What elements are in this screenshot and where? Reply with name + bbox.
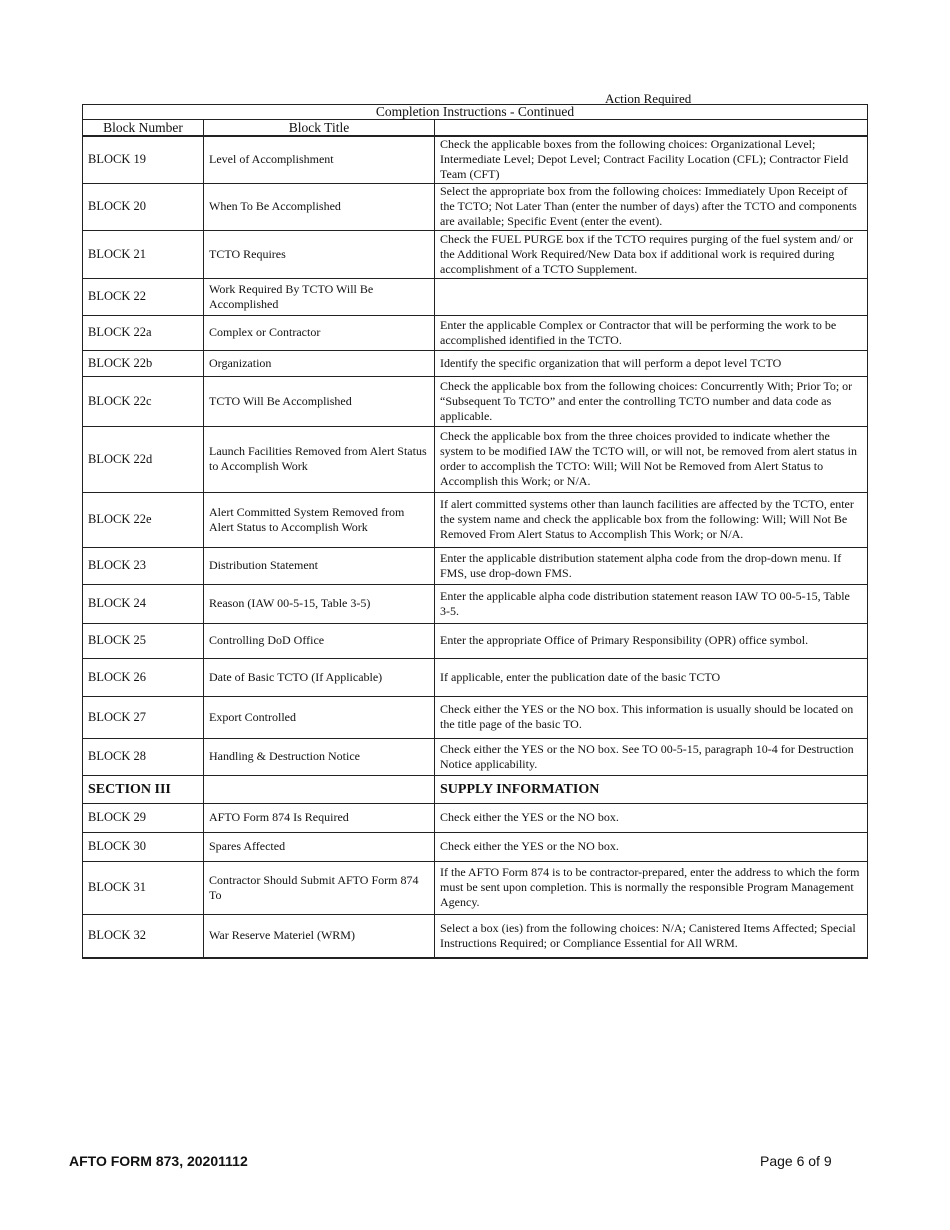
table-row — [83, 738, 868, 775]
table-row — [83, 861, 868, 914]
block-description: Check either the YES or the NO box. — [435, 832, 868, 861]
block-description: Check the applicable box from the three choices provided to indicate whether the system to be modified IAW the TCTO will, or will not, be removed from alert status in order to accomplish the TCTO: Will; Will Not be Removed from Alert Status to Accomplish this Work; or N/A. — [435, 426, 868, 492]
block-number: BLOCK 20 — [83, 183, 204, 230]
block-number: BLOCK 28 — [83, 738, 204, 775]
block-number: BLOCK 23 — [83, 547, 204, 584]
block-title: Handling & Destruction Notice — [204, 738, 435, 775]
table-row — [83, 547, 868, 584]
block-description: If the AFTO Form 874 is to be contractor-prepared, enter the address to which the form must be sent upon completion. This is normally the responsible Program Management Agency. — [435, 861, 868, 914]
block-description: Enter the applicable distribution statement alpha code from the drop-down menu. If FMS, use drop-down FMS. — [435, 547, 868, 584]
block-description: Check either the YES or the NO box. See TO 00-5-15, paragraph 10-4 for Destruction Notice applicability. — [435, 738, 868, 775]
block-description: Check the applicable boxes from the following choices: Organizational Level; Intermediate Level; Depot Level; Contract Facility Location (CFL); Contractor Field Team (CFT) — [435, 136, 868, 183]
block-title: Controlling DoD Office — [204, 623, 435, 658]
block-number: BLOCK 27 — [83, 696, 204, 738]
block-number: BLOCK 21 — [83, 230, 204, 278]
block-description: Select the appropriate box from the following choices: Immediately Upon Receipt of the TCTO; Not Later Than (enter the number of days) after the TCTO and components are available; Specific Event (enter the event). — [435, 183, 868, 230]
completion-instructions-table — [82, 104, 868, 959]
block-description: Check the applicable box from the following choices: Concurrently With; Prior To; or “Subsequent To TCTO” and enter the controlling TCTO number and data code as applicable. — [435, 376, 868, 426]
page-number: Page 6 of 9 — [760, 1153, 832, 1169]
block-description: Enter the appropriate Office of Primary Responsibility (OPR) office symbol. — [435, 623, 868, 658]
block-title: When To Be Accomplished — [204, 183, 435, 230]
table-row — [83, 315, 868, 350]
block-number: BLOCK 24 — [83, 584, 204, 623]
table-row — [83, 623, 868, 658]
table-row — [83, 278, 868, 315]
block-number: BLOCK 22b — [83, 350, 204, 376]
block-description: Identify the specific organization that will perform a depot level TCTO — [435, 350, 868, 376]
block-title: Distribution Statement — [204, 547, 435, 584]
block-description: Enter the applicable Complex or Contractor that will be performing the work to be accomplished identified in the TCTO. — [435, 315, 868, 350]
block-description: Check either the YES or the NO box. This information is usually should be located on the title page of the basic TO. — [435, 696, 868, 738]
table-row — [83, 696, 868, 738]
table-row — [83, 832, 868, 861]
block-number: BLOCK 22d — [83, 426, 204, 492]
table-row — [83, 230, 868, 278]
block-title: Spares Affected — [204, 832, 435, 861]
block-description: If applicable, enter the publication date of the basic TCTO — [435, 658, 868, 696]
block-number: BLOCK 32 — [83, 914, 204, 958]
table-row — [83, 914, 868, 958]
block-title: Launch Facilities Removed from Alert Status to Accomplish Work — [204, 426, 435, 492]
block-description: Enter the applicable alpha code distribution statement reason IAW TO 00-5-15, Table 3-5. — [435, 584, 868, 623]
section-title — [204, 775, 435, 803]
section-header-row — [83, 775, 868, 803]
block-number: BLOCK 30 — [83, 832, 204, 861]
block-description: If alert committed systems other than launch facilities are affected by the TCTO, enter the system name and check the applicable box from the following: Will; Will Not Be Removed From Alert Status to Accomplish This Work; or N/A. — [435, 492, 868, 547]
block-title: TCTO Will Be Accomplished — [204, 376, 435, 426]
block-title: Complex or Contractor — [204, 315, 435, 350]
block-title: Work Required By TCTO Will Be Accomplished — [204, 278, 435, 315]
block-title: War Reserve Materiel (WRM) — [204, 914, 435, 958]
header-block-number: Block Number — [83, 120, 204, 137]
block-title: Export Controlled — [204, 696, 435, 738]
block-title: Reason (IAW 00-5-15, Table 3-5) — [204, 584, 435, 623]
block-title: Level of Accomplishment — [204, 136, 435, 183]
table-row — [83, 183, 868, 230]
block-number: BLOCK 29 — [83, 803, 204, 832]
block-title: Organization — [204, 350, 435, 376]
block-number: BLOCK 22 — [83, 278, 204, 315]
block-number: BLOCK 22a — [83, 315, 204, 350]
form-identifier: AFTO FORM 873, 20201112 — [69, 1153, 248, 1169]
header-description — [435, 120, 868, 137]
block-number: BLOCK 19 — [83, 136, 204, 183]
block-number: BLOCK 31 — [83, 861, 204, 914]
section-number: SECTION III — [83, 775, 204, 803]
table-caption: Completion Instructions - Continued — [83, 105, 868, 120]
block-number: BLOCK 22c — [83, 376, 204, 426]
table-row — [83, 803, 868, 832]
block-number: BLOCK 22e — [83, 492, 204, 547]
table-row — [83, 350, 868, 376]
table-row — [83, 658, 868, 696]
block-description: Check either the YES or the NO box. — [435, 803, 868, 832]
block-title: TCTO Requires — [204, 230, 435, 278]
block-description: Check the FUEL PURGE box if the TCTO requires purging of the fuel system and/ or the Additional Work Required/New Data box if additional work is required during accomplishment of a TCTO Supplement. — [435, 230, 868, 278]
header-block-title: Block Title — [204, 120, 435, 137]
block-title: Contractor Should Submit AFTO Form 874 To — [204, 861, 435, 914]
table-row — [83, 376, 868, 426]
table-row — [83, 136, 868, 183]
table-row — [83, 584, 868, 623]
table-row — [83, 426, 868, 492]
action-required-label: Action Required — [605, 91, 692, 106]
block-number: BLOCK 25 — [83, 623, 204, 658]
table-row — [83, 492, 868, 547]
block-title: Alert Committed System Removed from Alert Status to Accomplish Work — [204, 492, 435, 547]
block-description: Select a box (ies) from the following choices: N/A; Canistered Items Affected; Special Instructions Required; or Compliance Essential for All WRM. — [435, 914, 868, 958]
block-title: AFTO Form 874 Is Required — [204, 803, 435, 832]
section-heading: SUPPLY INFORMATION — [435, 775, 868, 803]
block-description — [435, 278, 868, 315]
block-title: Date of Basic TCTO (If Applicable) — [204, 658, 435, 696]
block-number: BLOCK 26 — [83, 658, 204, 696]
